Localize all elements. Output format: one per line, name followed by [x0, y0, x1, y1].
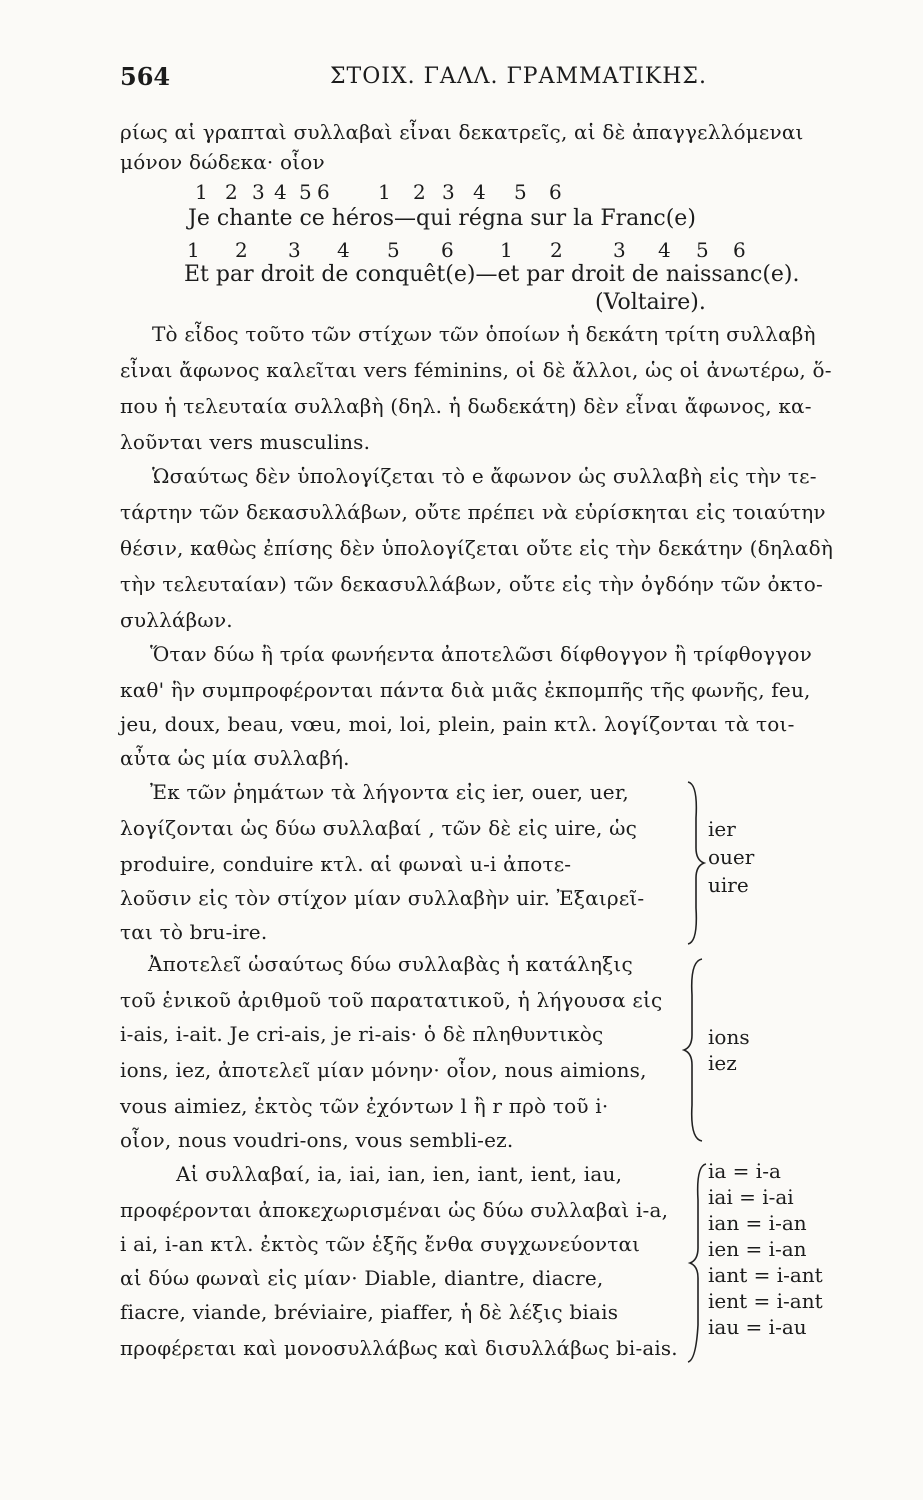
side-note: ient = i-ant — [708, 1289, 823, 1313]
text-line: προφέρονται ἀποκεχωρισμέναι ὡς δύω συλλαβαὶ i-a, — [120, 1198, 669, 1222]
page-number: 564 — [120, 62, 171, 91]
syllable-number: 2 — [413, 180, 426, 204]
text-line: ται τὸ bru-ire. — [120, 920, 268, 944]
text-line: συλλάβων. — [120, 608, 233, 632]
brace-icon — [686, 1160, 710, 1365]
side-note: iant = i-ant — [708, 1263, 823, 1287]
syllable-number: 3 — [288, 238, 301, 262]
text-line: τάρτην τῶν δεκασυλλάβων, οὔτε πρέπει νὰ εὑρίσκηται εἰς τοιαύτην — [120, 500, 826, 524]
text-line: οἷον, nous voudri-ons, vous sembli-ez. — [120, 1128, 514, 1152]
text-line: vous aimiez, ἐκτὸς τῶν ἐχόντων l ἢ r πρὸ τοῦ i· — [120, 1094, 609, 1118]
text-line: προφέρεται καὶ μονοσυλλάβως καὶ δισυλλάβως bi-ais. — [120, 1336, 678, 1360]
verse-line: Je chante ce héros—qui régna sur la Franc(e) — [188, 206, 696, 231]
text-line: fiacre, viande, bréviaire, piaffer, ἡ δὲ λέξις biais — [120, 1300, 619, 1324]
syllable-number: 3 — [613, 238, 626, 262]
syllable-number: 4 — [274, 180, 287, 204]
text-line: λοῦσιν εἰς τὸν στίχον μίαν συλλαβὴν uir. Ἐξαιρεῖ- — [120, 886, 645, 910]
side-note: iez — [708, 1051, 737, 1075]
syllable-number: 1 — [500, 238, 513, 262]
text-line: jeu, doux, beau, vœu, moi, loi, plein, pain κτλ. λογίζονται τὰ τοι- — [120, 712, 795, 736]
text-line: τοῦ ἑνικοῦ ἀριθμοῦ τοῦ παρατατικοῦ, ἡ λήγουσα εἰς — [120, 988, 663, 1012]
text-line: θέσιν, καθὼς ἐπίσης δὲν ὑπολογίζεται οὔτε εἰς τὴν δεκάτην (δηλαδὴ — [120, 536, 834, 560]
side-note: ien = i-an — [708, 1237, 807, 1261]
syllable-number: 2 — [225, 180, 238, 204]
syllable-number: 1 — [195, 180, 208, 204]
text-line: Ὅταν δύω ἢ τρία φωνήεντα ἀποτελῶσι δίφθογγον ἢ τρίφθογγον — [150, 642, 812, 666]
syllable-number: 6 — [733, 238, 746, 262]
side-note: ian = i-an — [708, 1211, 807, 1235]
text-line: εἶναι ἄφωνος καλεῖται vers féminins, οἱ δὲ ἄλλοι, ὡς οἱ ἀνωτέρω, ὅ- — [120, 358, 832, 382]
text-line: ρίως αἱ γραπταὶ συλλαβαὶ εἶναι δεκατρεῖς, αἱ δὲ ἀπαγγελλόμεναι — [120, 120, 804, 144]
text-line: μόνον δώδεκα· οἷον — [120, 150, 325, 174]
text-line: Τὸ εἶδος τοῦτο τῶν στίχων τῶν ὁποίων ἡ δεκάτη τρίτη συλλαβὴ — [152, 322, 816, 346]
text-line: αἱ δύω φωναὶ εἰς μίαν· Diable, diantre, diacre, — [120, 1266, 604, 1290]
text-line: τὴν τελευταίαν) τῶν δεκασυλλάβων, οὔτε εἰς τὴν ὀγδόην τῶν ὀκτο- — [120, 572, 823, 596]
syllable-number: 2 — [235, 238, 248, 262]
side-note: uire — [708, 873, 749, 897]
text-line: Ἐκ τῶν ῥημάτων τὰ λήγοντα εἰς ier, ouer, uer, — [150, 780, 629, 804]
running-title: ΣΤΟΙΧ. ΓΑΛΛ. ΓΡΑΜΜΑΤΙΚΗΣ. — [330, 64, 707, 89]
syllable-number: 5 — [514, 180, 527, 204]
text-line: Ὡσαύτως δὲν ὑπολογίζεται τὸ e ἄφωνον ὡς συλλαβὴ εἰς τὴν τε- — [152, 464, 817, 488]
text-line: Ἀποτελεῖ ὡσαύτως δύω συλλαβὰς ἡ κατάληξις — [148, 952, 633, 976]
side-note: ia = i-a — [708, 1159, 781, 1183]
text-line: produire, conduire κτλ. αἱ φωναὶ u-i ἀποτε- — [120, 852, 572, 876]
text-line: αὖτα ὡς μία συλλαβή. — [120, 746, 350, 770]
syllable-number: 4 — [658, 238, 671, 262]
syllable-number: 2 — [550, 238, 563, 262]
syllable-number: 4 — [337, 238, 350, 262]
syllable-number: 4 — [473, 180, 486, 204]
syllable-number: 5 — [387, 238, 400, 262]
syllable-number: 3 — [442, 180, 455, 204]
side-note: ions — [708, 1025, 750, 1049]
side-note: ouer — [708, 845, 755, 869]
text-line: i ai, i-an κτλ. ἐκτὸς τῶν ἑξῆς ἔνθα συγχωνεύονται — [120, 1232, 641, 1256]
page-header — [120, 62, 850, 98]
syllable-number: 6 — [317, 180, 330, 204]
syllable-number: 1 — [378, 180, 391, 204]
syllable-number: 5 — [696, 238, 709, 262]
text-line: λοῦνται vers musculins. — [120, 430, 371, 454]
side-note: ier — [708, 817, 736, 841]
syllable-number: 6 — [441, 238, 454, 262]
text-line: λογίζονται ὡς δύω συλλαβαί , τῶν δὲ εἰς uire, ὡς — [120, 816, 637, 840]
side-note: iai = i-ai — [708, 1185, 794, 1209]
brace-icon — [682, 955, 706, 1145]
brace-icon — [682, 778, 706, 948]
syllable-number: 6 — [549, 180, 562, 204]
text-line: ions, iez, ἀποτελεῖ μίαν μόνην· οἷον, nous aimions, — [120, 1058, 647, 1082]
verse-line: Et par droit de conquêt(e)—et par droit de naissanc(e). — [184, 262, 800, 287]
text-line: Αἱ συλλαβαί, ia, iai, ian, ien, iant, ient, iau, — [176, 1162, 623, 1186]
text-line: που ἡ τελευταία συλλαβὴ (δηλ. ἡ δωδεκάτη) δὲν εἶναι ἄφωνος, κα- — [120, 394, 812, 418]
attribution: (Voltaire). — [595, 290, 706, 315]
syllable-number: 3 — [252, 180, 265, 204]
text-line: i-ais, i-ait. Je cri-ais, je ri-ais· ὁ δὲ πληθυντικὸς — [120, 1022, 604, 1046]
syllable-number: 5 — [299, 180, 312, 204]
syllable-number: 1 — [187, 238, 200, 262]
text-line: καθ' ἣν συμπροφέρονται πάντα διὰ μιᾶς ἐκπομπῆς τῆς φωνῆς, feu, — [120, 678, 811, 702]
side-note: iau = i-au — [708, 1315, 807, 1339]
